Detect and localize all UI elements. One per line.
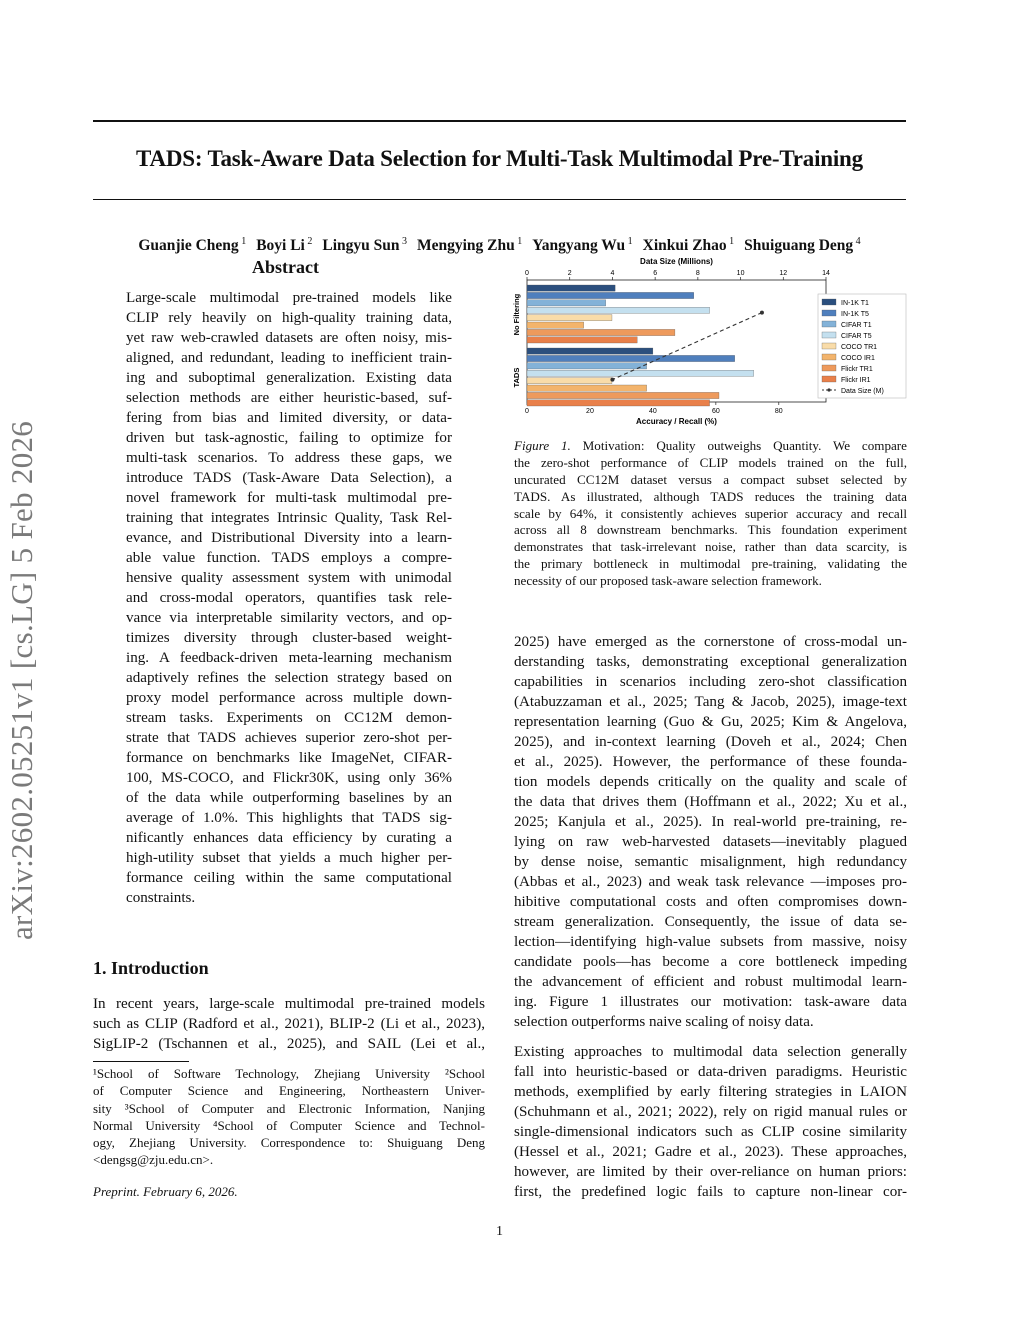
body-line: 2025), and in-context learning (Doveh et al., 2024; Chen: [514, 734, 907, 750]
abstract-line: fering from bias and limited diversity, or data-: [126, 410, 452, 426]
intro-line: In recent years, large-scale multimodal pre-trained models: [93, 996, 485, 1012]
author-name-text: Boyi Li: [256, 237, 305, 255]
body-line: (Hessel et al., 2021; Gadre et al., 2023). These approaches,: [514, 1144, 907, 1160]
caption-text: across all 8 downstream benchmarks. This foundation experiment: [514, 522, 907, 538]
bar-flickr-ir1: [527, 337, 637, 343]
body-line: tion models depends critically on the quality and scale of: [514, 774, 907, 790]
caption-line: [514, 556, 907, 573]
author-list: [93, 236, 906, 255]
caption-line: [514, 573, 907, 590]
abstract-line: selection methods are either heuristic-based, suf-: [126, 390, 452, 406]
body-line: (Schuhmann et al., 2021; 2022), rely on rigid manual rules or: [514, 1104, 907, 1120]
footnote-rule: [93, 1061, 189, 1062]
body-line: 2025) have emerged as the cornerstone of cross-modal un-: [514, 634, 907, 650]
bar-cifar-t5: [527, 307, 710, 313]
caption-text: necessity of our proposed task-aware selection framework.: [514, 573, 822, 589]
legend-swatch: [822, 354, 836, 360]
top-axis-tick-label: 0: [525, 270, 529, 277]
body-line: hibitive computational costs and often compromises down-: [514, 894, 907, 910]
title-bottom-rule: [93, 199, 906, 200]
body-line: stream generalization. Consequently, the issue of data se-: [514, 914, 907, 930]
introduction-text: [93, 994, 485, 1054]
body-line: Existing approaches to multimodal data selection generally: [514, 1044, 907, 1060]
caption-text: the zero-shot performance of CLIP models trained on the full,: [514, 454, 907, 470]
footnote-line: ogy, Zhejiang University. Correspondence to: Shuiguang Deng: [93, 1135, 485, 1151]
preprint-note: Preprint. February 6, 2026.: [93, 1184, 238, 1199]
body-line: the advancement of efficient and robust multimodal learn-: [514, 974, 907, 990]
legend-label: IN-1K T5: [841, 311, 869, 318]
bar-in-1k-t1: [527, 348, 653, 354]
body-line: the data that drives them (Hoffmann et al., 2022; Xu et al.,: [514, 794, 907, 810]
footnote-line: <dengsg@zju.edu.cn>.: [93, 1152, 214, 1168]
data-size-point: [760, 311, 764, 315]
caption-line: [514, 506, 907, 523]
legend-swatch: [822, 376, 836, 382]
author-affiliation-mark: 2: [304, 236, 313, 247]
abstract-line: nificantly enhances data efficiency by curating a: [126, 830, 452, 846]
footnote-line: ¹School of Software Technology, Zhejiang University ²School: [93, 1066, 485, 1081]
top-axis-title: Data Size (Millions): [640, 257, 713, 266]
top-axis-tick-label: 4: [610, 270, 615, 277]
top-axis-tick-label: 14: [822, 270, 830, 277]
abstract-line: Large-scale multimodal pre-trained models like: [126, 290, 452, 306]
author-affiliation-mark: 1: [238, 236, 247, 247]
abstract-line: multi-task scenarios. To address these gaps, we: [126, 450, 452, 466]
legend-swatch: [822, 365, 836, 371]
bar-in-1k-t5: [527, 292, 694, 298]
legend-label: COCO TR1: [841, 344, 878, 351]
abstract-line: CLIP rely heavily on high-quality training data,: [126, 310, 452, 326]
group-label: No Filtering: [512, 293, 521, 336]
abstract-line: introduce TADS (Task-Aware Data Selection), a: [126, 470, 452, 486]
bar-in-1k-t5: [527, 355, 735, 361]
legend-line-marker: [827, 388, 830, 391]
bar-coco-ir1: [527, 322, 584, 328]
caption-text: TADS. As illustrated, although TADS reduces the training data: [514, 488, 907, 504]
top-axis-tick-label: 6: [653, 270, 658, 277]
bottom-axis-tick-label: 60: [711, 408, 720, 415]
paper-title: TADS: Task-Aware Data Selection for Multi-Task Multimodal Pre-Training: [136, 146, 863, 171]
abstract-line: and cross-modal operators, quantifies task rele-: [126, 590, 452, 606]
author-affiliation-mark: 1: [726, 236, 735, 247]
body-line: lying on raw web-harvested datasets—inevitably plagued: [514, 834, 907, 850]
author-name: [138, 237, 246, 254]
body-line: selection outperforms naive scaling of noisy data.: [514, 1014, 814, 1030]
right-column-text: [514, 632, 907, 1202]
abstract-heading: Abstract: [252, 257, 319, 277]
author-name-text: Xinkui Zhao: [642, 237, 727, 255]
top-axis-tick-label: 12: [779, 270, 788, 277]
top-axis-tick-label: 10: [736, 270, 745, 277]
author-name: [322, 237, 407, 254]
affiliation-footnote: [93, 1065, 485, 1169]
author-name-text: Shuiguang Deng: [744, 237, 854, 255]
abstract-line: training that integrates Intrinsic Quality, Task Rel-: [126, 510, 452, 526]
author-affiliation-mark: 1: [625, 236, 633, 247]
legend-label: IN-1K T1: [841, 300, 869, 307]
bar-cifar-t5: [527, 370, 754, 376]
body-line: 2025; Kanjula et al., 2025). In real-world pre-training, re-: [514, 814, 907, 830]
legend-swatch: [822, 343, 836, 349]
caption-text: demonstrates that task-irrelevant noise, rather than data scarcity, is: [514, 539, 907, 555]
footnote-line: of Computer Science and Engineering, Northeastern Univer-: [93, 1083, 485, 1099]
figure-1-caption: [514, 438, 907, 590]
body-line: (Abbas et al., 2023) and weak task relevance —imposes pro-: [514, 874, 907, 890]
body-line: however, are limited by their over-reliance on human priors:: [514, 1164, 907, 1180]
abstract-line: novel framework for multi-task multimodal pre-: [126, 490, 452, 506]
author-name-text: Guanjie Cheng: [138, 237, 239, 255]
paragraph-gap: [514, 1032, 907, 1042]
bar-coco-tr1: [527, 378, 612, 384]
abstract-body: [126, 288, 452, 908]
legend-label: Flickr IR1: [841, 377, 871, 384]
author-affiliation-mark: 1: [514, 236, 523, 247]
caption-text: Motivation: Quality outweighs Quantity. We compare: [582, 438, 907, 453]
abstract-line: formance on benchmarks like ImageNet, CIFAR-: [126, 750, 452, 766]
intro-line: SigLIP-2 (Tschannen et al., 2025), and SAIL (Lei et al.,: [93, 1036, 485, 1052]
abstract-line: yet raw web-crawled datasets are often noisy, mis-: [126, 330, 452, 346]
abstract-line: stream tasks. Experiments on CC12M demon-: [126, 710, 452, 726]
abstract-line: aligned, and redundant, leading to inefficient train-: [126, 350, 452, 366]
body-line: ing. Figure 1 illustrates our motivation: task-aware data: [514, 994, 907, 1010]
arxiv-watermark: arXiv:2602.05251v1 [cs.LG] 5 Feb 2026: [4, 420, 39, 940]
caption-line: [514, 539, 907, 556]
caption-label: Figure 1.: [514, 438, 571, 453]
abstract-line: timizes diversity through cluster-based weight-: [126, 630, 452, 646]
legend-swatch: [822, 332, 836, 338]
body-line: fall into heuristic-based or data-driven paradigms. Heuristic: [514, 1064, 907, 1080]
author-affiliation-mark: 3: [399, 236, 407, 247]
caption-line: [514, 455, 907, 472]
page-number: 1: [496, 1224, 503, 1239]
legend-label: Data Size (M): [841, 388, 884, 395]
author-name: [744, 237, 860, 254]
legend-swatch: [822, 299, 836, 305]
body-line: derstanding tasks, demonstrating exceptional generalization: [514, 654, 907, 670]
legend-label: CIFAR T5: [841, 333, 872, 340]
abstract-line: constraints.: [126, 890, 196, 906]
abstract-line: evance, and Distributional Diversity into a learn-: [126, 530, 452, 546]
bottom-axis-tick-label: 80: [774, 408, 783, 415]
author-name-text: Lingyu Sun: [322, 237, 400, 255]
body-line: first, the predefined logic fails to capture non-linear cor-: [514, 1184, 907, 1200]
abstract-line: ing. A feedback-driven meta-learning mechanism: [126, 650, 452, 666]
caption-line: [514, 522, 907, 539]
author-name: [417, 237, 522, 254]
legend-swatch: [822, 321, 836, 327]
body-line: representation learning (Guo & Gu, 2025; Kim & Angelova,: [514, 714, 907, 730]
abstract-line: adaptively refines the selection strategy based on: [126, 670, 452, 686]
caption-text: scale by 64%, it consistently achieves superior accuracy and recall: [514, 505, 907, 521]
body-line: candidate pools—has become a core bottleneck impeding: [514, 954, 907, 970]
author-name: [532, 237, 632, 254]
caption-line: [514, 489, 907, 506]
abstract-line: proxy model performance across multiple down-: [126, 690, 452, 706]
legend-label: CIFAR T1: [841, 322, 872, 329]
body-line: methods, exemplified by early filtering strategies in LAION: [514, 1084, 907, 1100]
top-axis-tick-label: 8: [695, 270, 700, 277]
legend-swatch: [822, 310, 836, 316]
abstract-line: 100, MS-COCO, and Flickr30K, using only 36%: [126, 770, 452, 786]
caption-line: [514, 472, 907, 489]
caption-text: the primary bottleneck in multimodal pre-training, validating the: [514, 556, 907, 572]
abstract-line: vance via interpretable similarity vectors, and op-: [126, 610, 452, 626]
footnote-line: sity ³School of Computer and Electronic Information, Nanjing: [93, 1100, 485, 1116]
bar-coco-tr1: [527, 315, 612, 321]
abstract-line: high-utility subset that yields a much higher per-: [126, 850, 452, 866]
body-line: lection—identifying high-value subsets from massive, noisy: [514, 934, 907, 950]
footnote-line: Normal University ⁴School of Computer Science and Technol-: [93, 1117, 485, 1133]
bar-in-1k-t1: [527, 285, 615, 291]
figure-1-chart: [510, 254, 910, 430]
bar-cifar-t1: [527, 300, 606, 306]
bottom-axis-tick-label: 0: [525, 408, 529, 415]
data-size-point: [610, 378, 614, 382]
author-affiliation-mark: 4: [853, 236, 861, 247]
group-label: TADS: [512, 367, 521, 388]
author-name: [643, 237, 735, 254]
abstract-line: ing and suboptimal generalization. Existing data: [126, 370, 452, 386]
body-line: by dense noise, semantic misalignment, high redundancy: [514, 854, 907, 870]
author-name-text: Yangyang Wu: [532, 237, 626, 255]
author-name: [256, 237, 312, 254]
abstract-line: strate that TADS achieves superior zero-shot per-: [126, 730, 452, 746]
top-axis-tick-label: 2: [567, 270, 572, 277]
bottom-axis-tick-label: 20: [586, 408, 594, 415]
bottom-axis-tick-label: 40: [648, 408, 657, 415]
top-rule: [93, 120, 906, 122]
body-line: capabilities in scenarios including zero-shot classification: [514, 674, 907, 690]
body-line: et al., 2025). However, the performance of these founda-: [514, 754, 907, 770]
abstract-line: driven but task-agnostic, failing to optimize for: [126, 430, 452, 446]
abstract-line: of the data while outperforming baselines by an: [126, 790, 452, 806]
caption-line: [514, 438, 907, 455]
introduction-heading: 1. Introduction: [93, 958, 209, 978]
bar-cifar-t1: [527, 363, 647, 369]
legend-label: Flickr TR1: [841, 366, 873, 373]
abstract-line: average of 1.0%. This highlights that TADS sig-: [126, 810, 452, 826]
bottom-axis-title: Accuracy / Recall (%): [636, 417, 717, 426]
data-size-line: [612, 313, 762, 380]
body-line: (Atabuzzaman et al., 2025; Tang & Jacob, 2025), image-text: [514, 694, 907, 710]
bar-flickr-tr1: [527, 329, 675, 335]
bar-flickr-ir1: [527, 400, 710, 406]
abstract-line: formance ceiling within the same computational: [126, 870, 452, 886]
abstract-line: able value function. TADS employs a compre-: [126, 550, 452, 566]
intro-line: such as CLIP (Radford et al., 2021), BLIP-2 (Li et al., 2023),: [93, 1016, 485, 1032]
bar-flickr-tr1: [527, 392, 719, 398]
abstract-line: hensive quality assessment system with unimodal: [126, 570, 452, 586]
caption-text: uncurated CC12M dataset versus a compact subset selected by: [514, 471, 907, 487]
bar-coco-ir1: [527, 385, 647, 391]
author-name-text: Mengying Zhu: [416, 237, 515, 255]
legend-label: COCO IR1: [841, 355, 875, 362]
body-line: single-dimensional indicators such as CLIP cosine similarity: [514, 1124, 907, 1140]
